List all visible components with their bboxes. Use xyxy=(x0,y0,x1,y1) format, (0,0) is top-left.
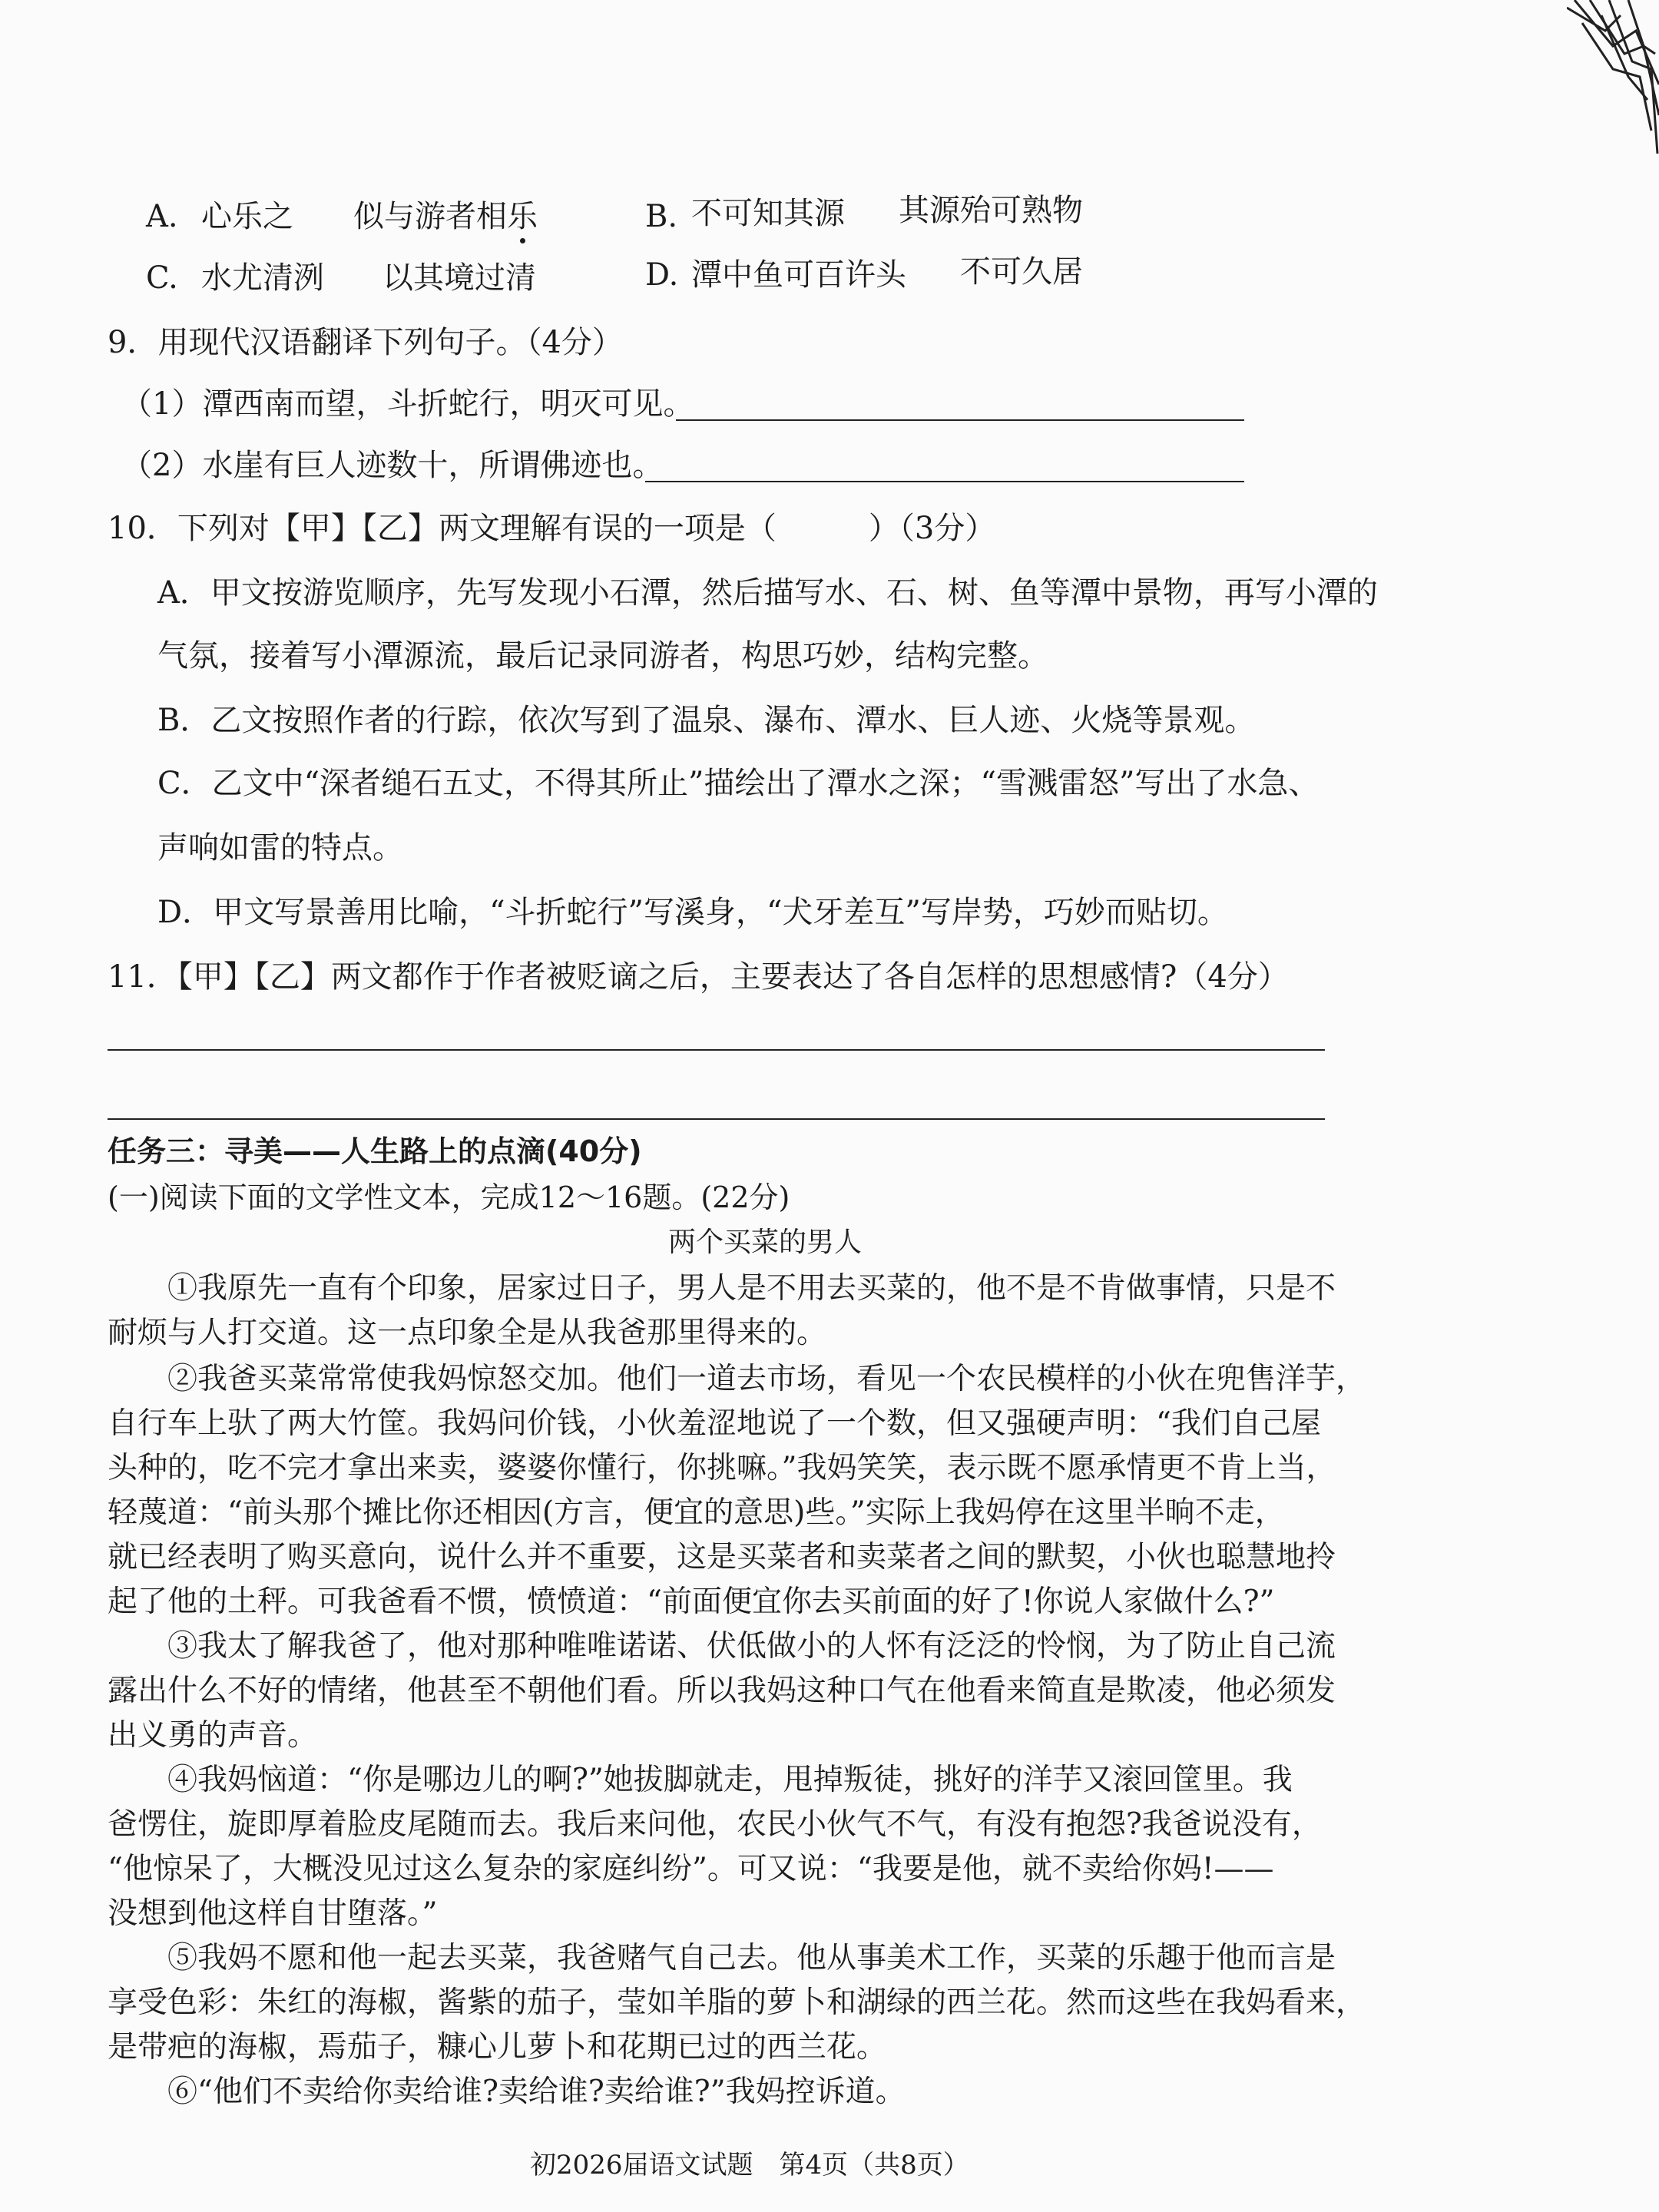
article-p3-line1: ③我太了解我爸了，他对那种唯唯诺诺、伏低做小的人怀有泛泛的怜悯，为了防止自己流 xyxy=(167,1629,1336,1664)
article-p5-line1: ⑤我妈不愿和他一起去买菜，我爸赌气自己去。他从事美术工作，买菜的乐趣于他而言是 xyxy=(167,1941,1336,1975)
article-p3-line2: 露出什么不好的情绪，他甚至不朝他们看。所以我妈这种口气在他看来简直是欺凌，他必须发 xyxy=(108,1674,1336,1708)
q8-option-a-word2-dotted xyxy=(507,199,538,234)
q10-stem: 10．下列对【甲】【乙】两文理解有误的一项是（ ）（3分） xyxy=(108,511,996,546)
q8-option-d-word2: 不可久居 xyxy=(960,254,1083,290)
q9-sentence-2: （2）水崖有巨人迹数十，所谓佛迹也。 xyxy=(121,448,664,483)
q8-option-d-word1: 潭中鱼可百许头 xyxy=(691,257,906,293)
article-p2-line1: ②我爸买菜常常使我妈惊怒交加。他们一道去市场，看见一个农民模样的小伙在兜售洋芋， xyxy=(167,1362,1366,1396)
q8-option-b-word1: 不可知其源 xyxy=(691,196,845,231)
q11-stem: 11．【甲】【乙】两文都作于作者被贬谪之后，主要表达了各自怎样的思想感情?（4分） xyxy=(108,959,1289,995)
article-p4-line2: 爸愣住，旋即厚着脸皮尾随而去。我后来问他，农民小伙气不气，有没有抱怨?我爸说没有， xyxy=(108,1807,1322,1842)
q10-option-a-line1: A．甲文按游览顺序，先写发现小石潭，然后描写水、石、树、鱼等潭中景物，再写小潭的 xyxy=(157,575,1378,611)
q10-option-c-line2: 声响如雷的特点。 xyxy=(157,830,403,866)
q8-option-a-word1: 心乐之 xyxy=(201,199,293,234)
task3-title: 任务三：寻美——人生路上的点滴(40分) xyxy=(108,1134,642,1168)
article-p2-line6: 起了他的土秤。可我爸看不惯，愤愤道：“前面便宜你去买前面的好了!你说人家做什么?” xyxy=(108,1584,1275,1619)
q9-answer-line-1[interactable] xyxy=(676,419,1244,421)
article-p6-line1: ⑥“他们不卖给你卖给谁?卖给谁?卖给谁?”我妈控诉道。 xyxy=(167,2075,906,2109)
article-p2-line4: 轻蔑道：“前头那个摊比你还相因(方言，便宜的意思)些。”实际上我妈停在这里半晌不走， xyxy=(108,1495,1285,1530)
article-p5-line3: 是带疤的海椒，焉茄子，糠心儿萝卜和花期已过的西兰花。 xyxy=(108,2030,887,2065)
article-p4-line4: 没想到他这样自甘堕落。” xyxy=(108,1896,438,1931)
q10-option-a-line2: 气氛，接着写小潭源流，最后记录同游者，构思巧妙，结构完整。 xyxy=(157,638,1048,674)
corner-scan-artifact xyxy=(1567,0,1659,161)
q8-option-c-label: C. xyxy=(146,260,178,296)
task3-subtitle: (一)阅读下面的文学性文本，完成12～16题。(22分) xyxy=(108,1181,790,1214)
q10-option-b: B．乙文按照作者的行踪，依次写到了温泉、瀑布、潭水、巨人迹、火烧等景观。 xyxy=(157,703,1256,738)
article-p4-line1: ④我妈恼道：“你是哪边儿的啊?”她拔脚就走，甩掉叛徒，挑好的洋芋又滚回筐里。我 xyxy=(167,1763,1293,1797)
q8-option-a-word2 xyxy=(353,201,538,232)
q8-option-b-word2: 其源殆可熟物 xyxy=(899,193,1083,228)
q10-option-d: D．甲文写景善用比喻，“斗折蛇行”写溪身，“犬牙差互”写岸势，巧妙而贴切。 xyxy=(157,895,1228,930)
q9-answer-line-2[interactable] xyxy=(645,481,1244,482)
article-p4-line3: “他惊呆了，大概没见过这么复杂的家庭纠纷”。可又说：“我要是他，就不卖给你妈!—— xyxy=(108,1852,1274,1886)
q8-option-c-word1: 水尤清洌 xyxy=(201,260,324,296)
article-p3-line3: 出义勇的声音。 xyxy=(108,1718,318,1753)
article-p2-line3: 头种的，吃不完才拿出来卖，婆婆你懂行，你挑嘛。”我妈笑笑，表示既不愿承情更不肯上当， xyxy=(108,1451,1336,1485)
page-footer: 初2026届语文试题 第4页（共8页） xyxy=(530,2150,969,2181)
article-title: 两个买菜的男人 xyxy=(668,1227,863,1258)
q8-option-a-word2-text: 似与游者相 xyxy=(353,199,507,234)
q8-option-c-word2: 以其境过清 xyxy=(382,260,536,296)
article-p1-line1: ①我原先一直有个印象，居家过日子，男人是不用去买菜的，他不是不肯做事情，只是不 xyxy=(167,1271,1336,1306)
q9-sentence-1: （1）潭西南而望，斗折蛇行，明灭可见。 xyxy=(121,386,694,422)
q8-option-a-dotted-char: 乐 xyxy=(507,199,538,234)
article-p2-line2: 自行车上驮了两大竹筐。我妈问价钱，小伙羞涩地说了一个数，但又强硬声明：“我们自己屋 xyxy=(108,1406,1321,1441)
q11-answer-line-2[interactable] xyxy=(108,1118,1325,1120)
article-p2-line5: 就已经表明了购买意向，说什么并不重要，这是买菜者和卖菜者之间的默契，小伙也聪慧地拎 xyxy=(108,1540,1336,1575)
article-p5-line2: 享受色彩：朱红的海椒，酱紫的茄子，莹如羊脂的萝卜和湖绿的西兰花。然而这些在我妈看来， xyxy=(108,1985,1366,2020)
emphasis-dot xyxy=(520,238,525,243)
q9-stem: 9．用现代汉语翻译下列句子。（4分） xyxy=(108,325,623,360)
q10-option-c-line1: C．乙文中“深者缒石五丈，不得其所止”描绘出了潭水之深；“雪溅雷怒”写出了水急、 xyxy=(157,766,1320,801)
q8-option-b-label: B. xyxy=(645,199,678,234)
q8-option-d-label: D. xyxy=(645,257,679,293)
article-p1-line2: 耐烦与人打交道。这一点印象全是从我爸那里得来的。 xyxy=(108,1316,827,1350)
q8-option-a-label: A. xyxy=(146,199,178,234)
q11-answer-line-1[interactable] xyxy=(108,1049,1325,1051)
